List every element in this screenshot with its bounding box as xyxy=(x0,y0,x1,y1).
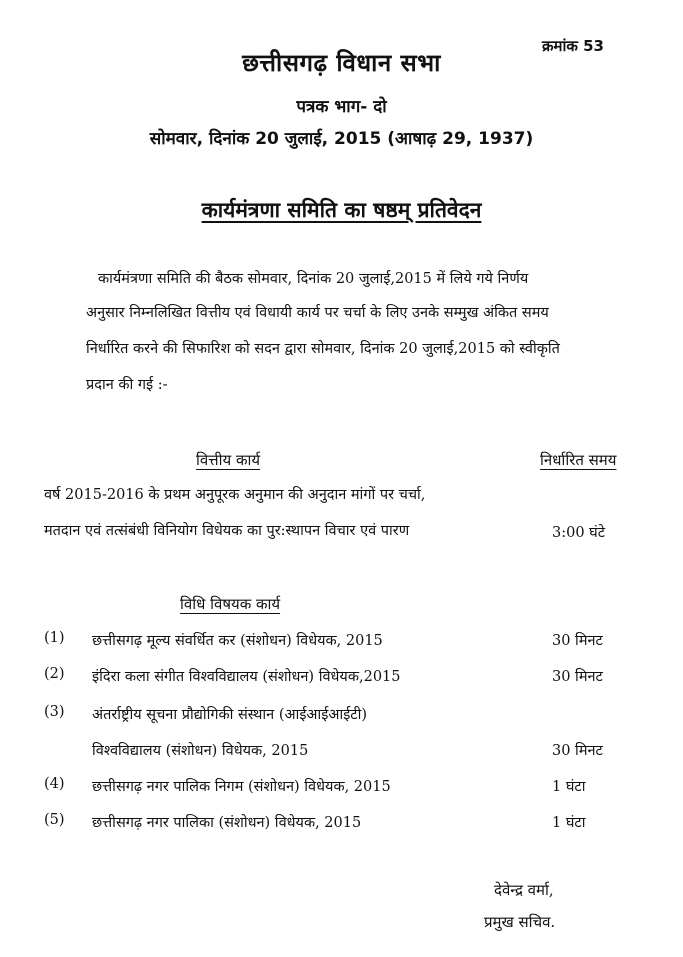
item-text: छत्तीसगढ़ नगर पालिक निगम (संशोधन) विधेयक, 2015 xyxy=(92,779,391,795)
item-text: इंदिरा कला संगीत विश्वविद्यालय (संशोधन) विधेयक,2015 xyxy=(92,669,401,685)
intro-line-3: निर्धारित करने की सिफारिश को सदन द्वारा सोमवार, दिनांक 20 जुलाई,2015 को स्वीकृति xyxy=(86,341,560,357)
intro-line-2: अनुसार निम्नलिखित वित्तीय एवं विधायी कार्य पर चर्चा के लिए उनके सम्मुख अंकित समय xyxy=(86,305,549,321)
financial-time: 3:00 घंटे xyxy=(552,525,606,541)
financial-line-1: वर्ष 2015-2016 के प्रथम अनुपूरक अनुमान की अनुदान मांगों पर चर्चा, xyxy=(44,487,426,503)
assembly-name: छत्तीसगढ़ विधान सभा xyxy=(242,49,441,77)
bulletin-date: सोमवार, दिनांक 20 जुलाई, 2015 (आषाढ़ 29, 1937) xyxy=(149,129,534,149)
bulletin-part: पत्रक भाग- दो xyxy=(296,97,387,117)
item-time: 1 घंटा xyxy=(552,779,586,795)
item-number: (5) xyxy=(44,812,65,828)
item-number: (1) xyxy=(44,630,65,646)
signatory-name: देवेन्द्र वर्मा, xyxy=(494,881,554,899)
item-text: छत्तीसगढ़ नगर पालिका (संशोधन) विधेयक, 2015 xyxy=(92,815,362,831)
time-heading: निर्धारित समय xyxy=(540,451,617,469)
financial-line-2: मतदान एवं तत्संबंधी विनियोग विधेयक का पुर:स्थापन विचार एवं पारण xyxy=(44,523,410,539)
signatory-designation: प्रमुख सचिव. xyxy=(484,913,556,931)
item-text: छत्तीसगढ़ मूल्य संवर्धित कर (संशोधन) विधेयक, 2015 xyxy=(92,633,383,649)
report-title xyxy=(0,196,683,224)
financial-heading: वित्तीय कार्य xyxy=(196,451,261,469)
item-text: अंतर्राष्ट्रीय सूचना प्रौद्योगिकी संस्थान (आईआईआईटी) xyxy=(92,707,368,723)
item-number: (4) xyxy=(44,776,65,792)
legislative-heading: विधि विषयक कार्य xyxy=(180,595,281,613)
item-time: 30 मिनट xyxy=(552,633,603,649)
item-time: 1 घंटा xyxy=(552,815,586,831)
intro-line-4: प्रदान की गई :- xyxy=(86,377,168,393)
item-number: (3) xyxy=(44,704,65,720)
intro-line-1: कार्यमंत्रणा समिति की बैठक सोमवार, दिनांक 20 जुलाई,2015 में लिये गये निर्णय xyxy=(98,271,529,287)
report-title-text: कार्यमंत्रणा समिति का षष्ठम् प्रतिवेदन xyxy=(201,198,482,222)
item-text-continued: विश्वविद्यालय (संशोधन) विधेयक, 2015 xyxy=(92,743,309,759)
serial-number: क्रमांक 53 xyxy=(542,37,604,55)
item-time: 30 मिनट xyxy=(552,743,603,759)
item-time: 30 मिनट xyxy=(552,669,603,685)
item-number: (2) xyxy=(44,666,65,682)
